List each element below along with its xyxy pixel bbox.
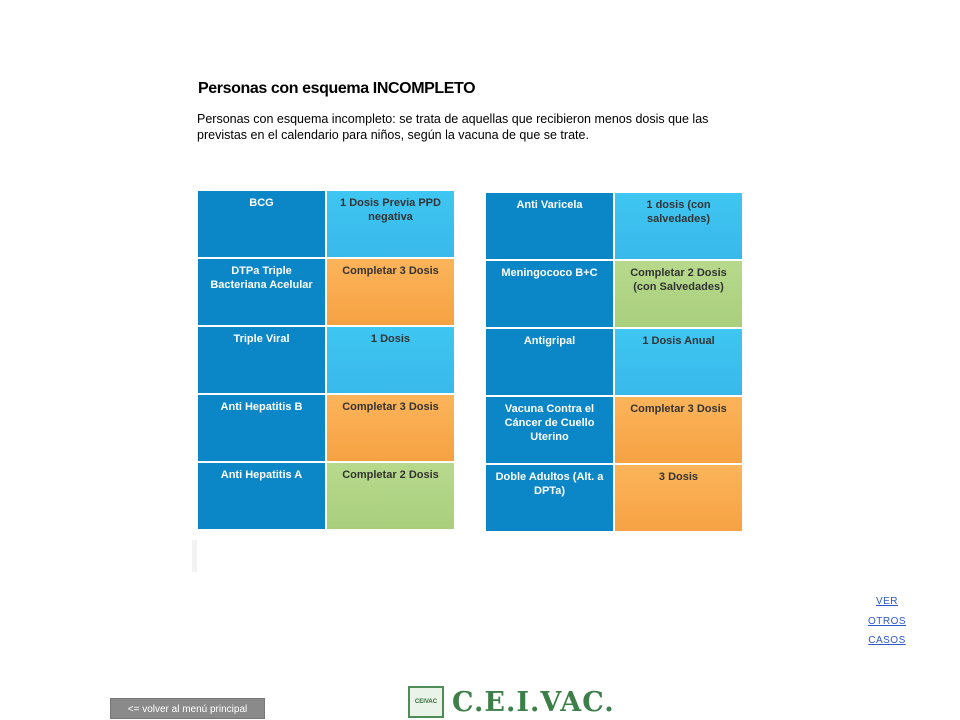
casos-link[interactable]: CASOS [868, 635, 906, 646]
vaccine-name: Anti Hepatitis A [198, 463, 325, 529]
vaccine-dose: Completar 3 Dosis [327, 259, 454, 325]
vaccine-dose: Completar 2 Dosis [327, 463, 454, 529]
vaccine-name: Anti Varicela [486, 193, 613, 259]
logo-badge-text: CEIVAC [414, 699, 438, 705]
vaccine-dose: 3 Dosis [615, 465, 742, 531]
other-cases-links [866, 592, 908, 651]
vaccine-dose: Completar 3 Dosis [327, 395, 454, 461]
vaccine-table-left [198, 191, 454, 529]
otros-link[interactable]: OTROS [867, 615, 907, 627]
ver-link[interactable]: VER [875, 596, 899, 607]
back-to-main-menu-button[interactable]: <= volver al menú principal [110, 698, 265, 719]
vaccine-dose: 1 dosis (con salvedades) [615, 193, 742, 259]
logo-badge-icon [408, 686, 444, 718]
vaccine-dose: 1 Dosis Anual [615, 329, 742, 395]
vaccine-name: Meningococo B+C [486, 261, 613, 327]
page-heading: Personas con esquema INCOMPLETO [198, 80, 476, 97]
vaccine-dose: Completar 3 Dosis [615, 397, 742, 463]
vaccine-name: Triple Viral [198, 327, 325, 393]
page-description: Personas con esquema incompleto: se trata de aquellas que recibieron menos dosis que las previstas en el calendario para niños, según la vacuna de que se trate. [197, 112, 709, 142]
vaccine-name: Vacuna Contra el Cáncer de Cuello Uterino [486, 397, 613, 463]
decorative-strip [192, 540, 197, 572]
vaccine-name: Doble Adultos (Alt. a DPTa) [486, 465, 613, 531]
vaccine-name: Anti Hepatitis B [198, 395, 325, 461]
vaccine-table-right [486, 193, 742, 531]
logo-text: C.E.I.VAC. [452, 686, 615, 718]
vaccine-name: DTPa Triple Bacteriana Acelular [198, 259, 325, 325]
vaccine-name: Antigripal [486, 329, 613, 395]
ceivac-logo [408, 686, 615, 718]
vaccine-dose: 1 Dosis Previa PPD negativa [327, 191, 454, 257]
vaccine-dose: 1 Dosis [327, 327, 454, 393]
vaccine-dose: Completar 2 Dosis (con Salvedades) [615, 261, 742, 327]
vaccine-name: BCG [198, 191, 325, 257]
